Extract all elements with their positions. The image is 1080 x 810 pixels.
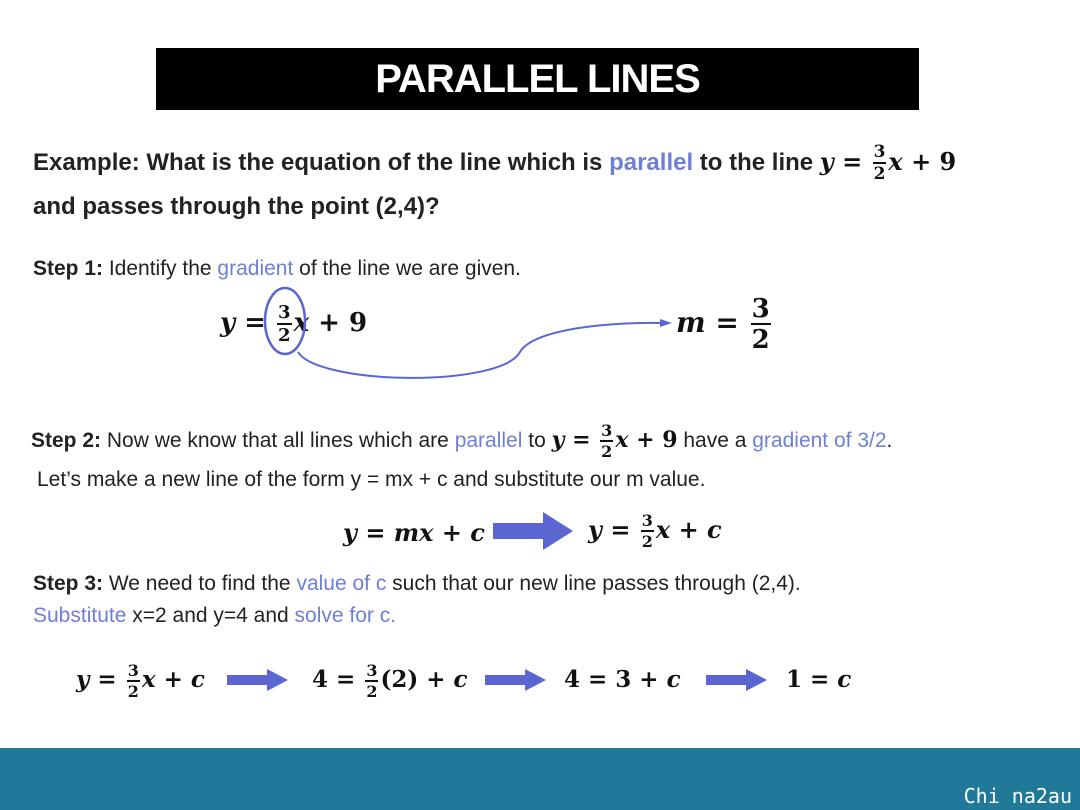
step3-line2: Substitute x=2 and y=4 and solve for c. <box>33 604 397 627</box>
step3-equation-2: 4 = $\frac{3}{2}$ (2) + c <box>312 660 468 701</box>
example-fraction: $\frac{3}{2}$ <box>873 142 886 184</box>
step3-label: Step 3: <box>33 572 104 595</box>
page-title: PARALLEL LINES <box>375 57 700 101</box>
example-equation: y = $\frac{3}{2}$ x + 9 <box>819 142 957 184</box>
step1-equation: y = $\frac{3}{2}$ x + 9 <box>220 301 368 346</box>
step3-fraction-1: $\frac{3}{2}$ <box>127 660 139 701</box>
step3-arrow-3 <box>706 669 768 691</box>
step1-highlight-gradient: gradient <box>217 257 294 280</box>
example-line2: and passes through the point (2,4)? <box>33 193 440 220</box>
step3-highlight-value-of-c: value of c <box>296 572 387 595</box>
gradient-circle <box>265 288 305 354</box>
step1-label: Step 1: <box>33 257 104 280</box>
step2-label: Step 2: <box>31 429 102 452</box>
footer-bar <box>0 748 1080 810</box>
step2-highlight-parallel: parallel <box>454 429 523 452</box>
step2-text: Step 2: Now we know that all lines which are parallel to y = $\frac{3}{2}$ x + 9 have a gradient of 3/2. <box>31 420 893 461</box>
new-line-fraction: $\frac{3}{2}$ <box>641 511 653 551</box>
gradient-fraction: $\frac{3}{2}$ <box>751 294 770 355</box>
general-line-equation: y = mx + c <box>343 518 485 547</box>
step3-equation-3: 4 = 3 + c <box>564 666 681 693</box>
step1-text: Step 1: Identify the gradient of the line we are given. <box>33 257 521 280</box>
step2-line2: Let’s make a new line of the form y = mx + c and substitute our m value. <box>37 468 706 491</box>
step2-highlight-gradient: gradient of 3/2 <box>752 429 887 452</box>
step3-equation-1: y = $\frac{3}{2}$ x + c <box>76 660 205 701</box>
gradient-connector <box>298 323 660 378</box>
example-highlight-parallel: parallel <box>609 149 694 176</box>
gradient-arrowhead <box>660 319 672 327</box>
step3-result: 1 = c <box>786 666 852 693</box>
new-line-equation: y = $\frac{3}{2}$ x + c <box>588 511 722 551</box>
step3-fraction-2: $\frac{3}{2}$ <box>366 660 378 701</box>
step3-arrow-1 <box>227 669 289 691</box>
step3-text: Step 3: We need to find the value of c such that our new line passes through (2,4). <box>33 572 801 595</box>
step3-highlight-solve: solve for c. <box>294 604 397 627</box>
step2-inline-fraction: $\frac{3}{2}$ <box>601 420 613 461</box>
step1-fraction: $\frac{3}{2}$ <box>278 301 291 346</box>
step3-highlight-substitute: Substitute <box>33 604 127 627</box>
step3-arrow-2 <box>485 669 547 691</box>
step2-inline-equation: y = $\frac{3}{2}$ x + 9 <box>551 420 678 461</box>
step2-arrow <box>493 512 575 550</box>
example-mid: to the line <box>693 149 820 176</box>
example-prefix: Example: What is the equation of the line which is <box>33 149 610 176</box>
gradient-result: m = $\frac{3}{2}$ <box>676 294 770 355</box>
watermark: Chi na2au <box>963 784 1072 808</box>
